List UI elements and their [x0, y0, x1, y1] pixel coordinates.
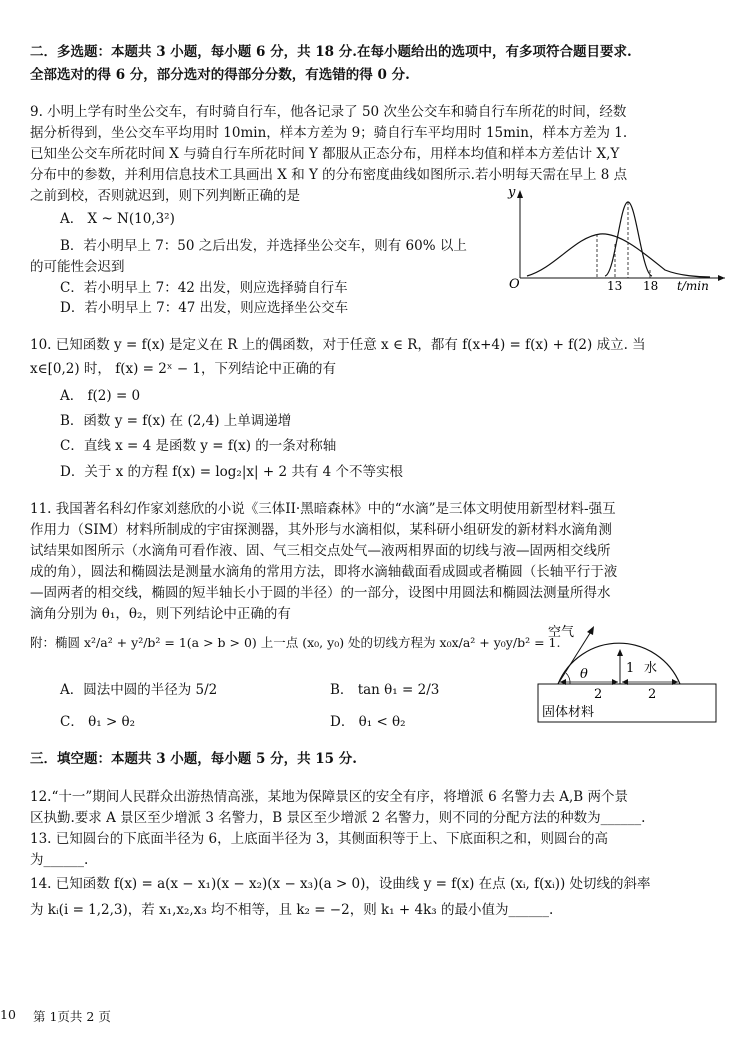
section2-header-line1: 二．多选题：本题共 3 小题，每小题 6 分，共 18 分.在每小题给出的选项中，有多项符合题目要求.	[30, 44, 632, 60]
q9-option-b-line1: B．若小明早上 7：50 之后出发，并选择坐公交车，则有 60% 以上	[60, 238, 467, 254]
q11-fig-height: 1	[626, 661, 635, 676]
q9-graph-x-label: t/min	[677, 279, 709, 292]
q11-option-d: D． θ₁ < θ₂	[330, 714, 406, 730]
q14-line2: 为 kᵢ(i = 1,2,3)，若 x₁,x₂,x₃ 均不相等，且 k₂ = −2，则 k₁ + 4k₃ 的最小值为______.	[30, 902, 554, 918]
q11-line6: 滴角分别为 θ₁，θ₂，则下列结论中正确的有	[30, 606, 291, 622]
q11-fig-half-right: 2	[648, 687, 657, 702]
footer-left-number: 10	[0, 1007, 16, 1022]
q11-option-b: B． tan θ₁ = 2/3	[330, 682, 440, 698]
q9-option-d: D．若小明早上 7：47 出发，则应选择坐公交车	[60, 300, 349, 316]
q9-density-graph	[505, 182, 730, 292]
q11-water-drop-figure	[530, 618, 725, 728]
section2-header-line2: 全部选对的得 6 分，部分选对的得部分分数，有选错的得 0 分.	[30, 67, 410, 83]
q9-line4: 分布中的参数，并利用信息技术工具画出 X 和 Y 的分布密度曲线如图所示.若小明每天需在早上 8 点	[30, 167, 628, 183]
q10-line2: x∈[0,2) 时， f(x) = 2ˣ − 1，下列结论中正确的有	[30, 361, 337, 377]
q12-line2: 区执勤.要求 A 景区至少增派 3 名警力，B 景区至少增派 2 名警力，则不同的分配方法的种数为______.	[30, 810, 646, 826]
q11-line4: 成的角），圆法和椭圆法是测量水滴角的常用方法，即将水滴轴截面看成圆或者椭圆（长轴平行于液	[30, 564, 618, 580]
q11-appendix: 附：椭圆 x²/a² + y²/b² = 1(a > b > 0) 上一点 (x₀, y₀) 处的切线方程为 x₀x/a² + y₀y/b² = 1.	[30, 635, 561, 650]
q11-line2: 作用力（SIM）材料所制成的宇宙探测器，其外形与水滴相似，某科研小组研发的新材料水滴角测	[30, 522, 612, 538]
q10-option-b: B．函数 y = f(x) 在 (2,4) 上单调递增	[60, 413, 292, 429]
q11-line5: —固两者的相交线，椭圆的短半轴长小于圆的半径）的一部分，设图中用圆法和椭圆法测量所得水	[30, 585, 611, 601]
q12-line1: 12.“十一”期间人民群众出游热情高涨，某地为保障景区的安全有序，将增派 6 名警力去 A,B 两个景	[30, 789, 628, 805]
q11-fig-theta: θ	[580, 667, 588, 682]
q11-fig-half-left: 2	[594, 687, 603, 702]
q9-line2: 据分析得到，坐公交车平均用时 10min，样本方差为 9；骑自行车平均用时 15min，样本方差为 1.	[30, 125, 628, 141]
q11-line3: 试结果如图所示（水滴角可看作液、固、气三相交点处气—液两相界面的切线与液—固两相交线所	[30, 543, 611, 559]
q11-fig-water: 水	[644, 661, 658, 676]
q9-line1: 9. 小明上学有时坐公交车，有时骑自行车，他各记录了 50 次坐公交车和骑自行车所花的时间，经数	[30, 104, 627, 120]
q9-graph-origin: O	[509, 277, 520, 292]
q9-option-a: A． X ~ N(10,3²)	[60, 211, 175, 227]
q9-line3: 已知坐公交车所花时间 X 与骑自行车所花时间 Y 都服从正态分布，用样本均值和样本方差估计 X,Y	[30, 146, 620, 162]
footer-page-number: 第 1页共 2 页	[33, 1009, 111, 1024]
section3-header: 三．填空题：本题共 3 小题，每小题 5 分，共 15 分.	[30, 751, 357, 767]
q14-line1: 14. 已知函数 f(x) = a(x − x₁)(x − x₂)(x − x₃)(a > 0)，设曲线 y = f(x) 在点 (xᵢ, f(xᵢ)) 处切线的斜率	[30, 876, 651, 892]
q9-graph-tick-13: 13	[607, 279, 623, 292]
q11-fig-solid: 固体材料	[542, 705, 595, 720]
q11-option-c: C． θ₁ > θ₂	[60, 714, 136, 730]
q13-line1: 13. 已知圆台的下底面半径为 6，上底面半径为 3，其侧面积等于上、下底面积之和，则圆台的高	[30, 831, 609, 847]
q11-fig-air: 空气	[548, 625, 575, 640]
q9-line5: 之前到校，否则就迟到，则下列判断正确的是	[30, 188, 300, 204]
q10-line1: 10. 已知函数 y = f(x) 是定义在 R 上的偶函数，对于任意 x ∈ R，都有 f(x+4) = f(x) + f(2) 成立. 当	[30, 337, 646, 353]
q11-line1: 11. 我国著名科幻作家刘慈欣的小说《三体II·黑暗森林》中的“水滴”是三体文明使用新型材料-强互	[30, 501, 616, 517]
q9-graph-y-label: y	[508, 185, 516, 200]
q9-option-c: C．若小明早上 7：42 出发，则应选择骑自行车	[60, 280, 348, 296]
q10-option-d: D．关于 x 的方程 f(x) = log₂|x| + 2 共有 4 个不等实根	[60, 464, 404, 480]
q11-option-a: A．圆法中圆的半径为 5/2	[60, 682, 218, 698]
q9-graph-tick-18: 18	[643, 279, 659, 292]
q10-option-c: C．直线 x = 4 是函数 y = f(x) 的一条对称轴	[60, 438, 337, 454]
q10-option-a: A． f(2) = 0	[60, 388, 141, 404]
q13-line2: 为______.	[30, 852, 89, 868]
q9-option-b-line2: 的可能性会迟到	[30, 259, 125, 275]
